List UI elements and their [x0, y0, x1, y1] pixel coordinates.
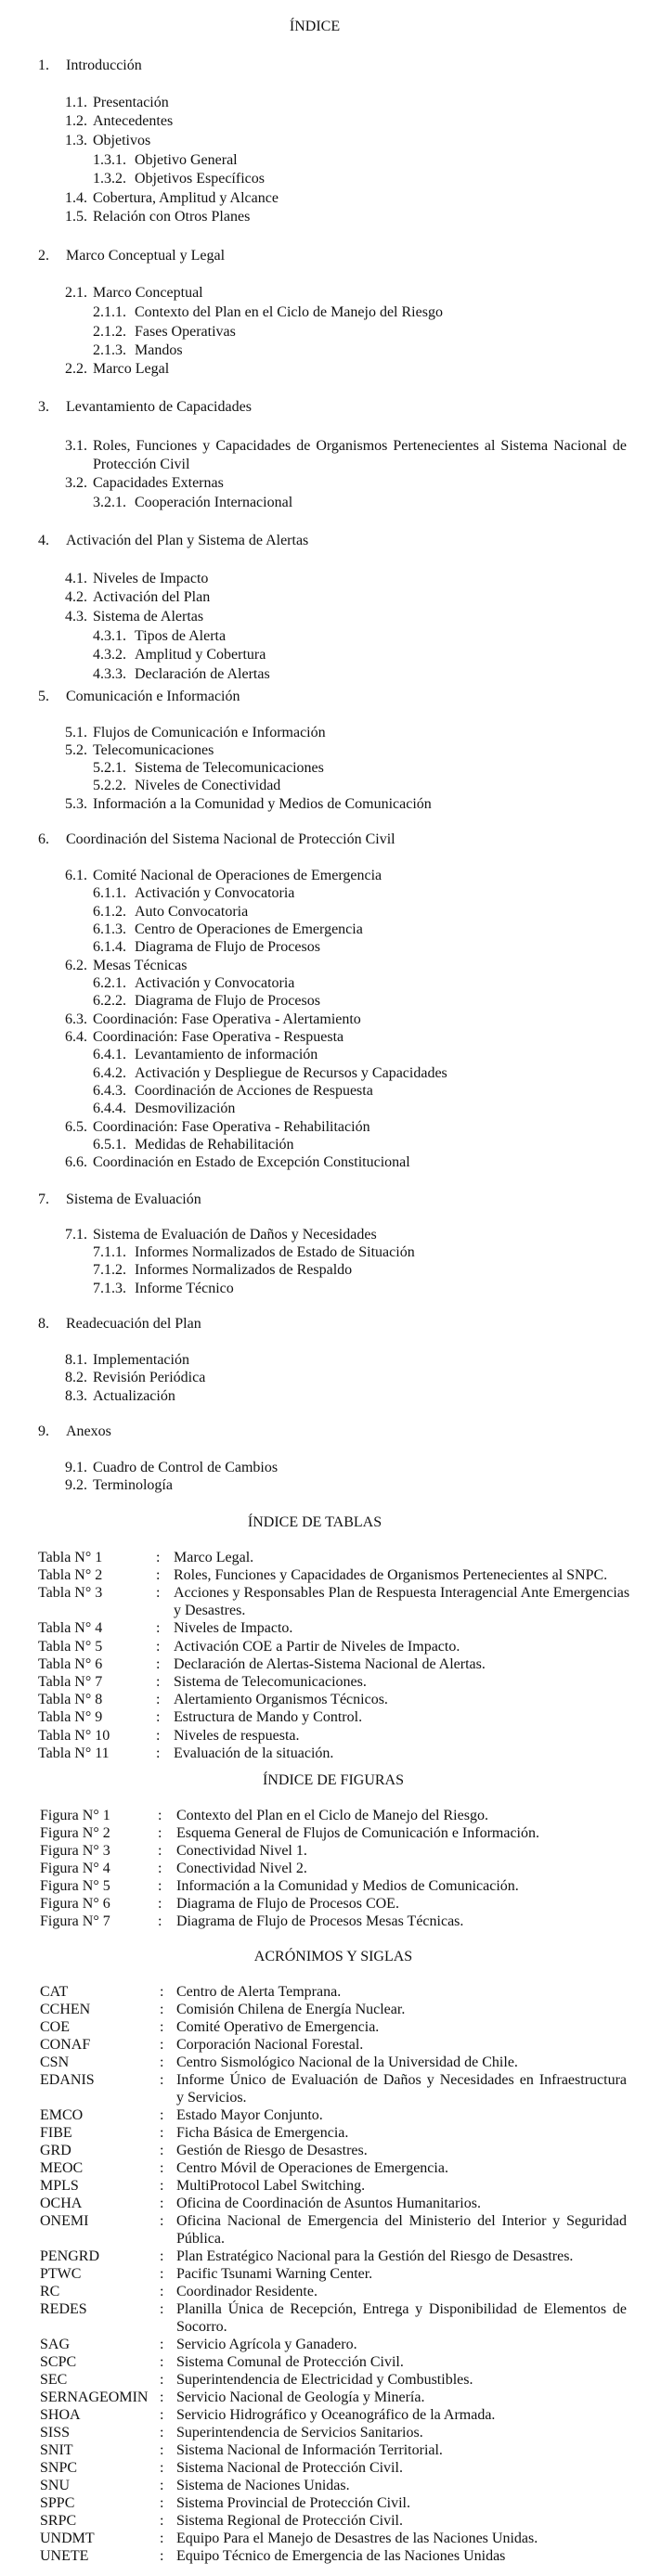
table-index-label: Tabla N° 9: [38, 1709, 103, 1726]
toc-section-number: 6.6.: [65, 1153, 87, 1170]
figure-index-label: Figura N° 6: [40, 1895, 110, 1912]
table-index-text: Alertamiento Organismos Técnicos.: [174, 1692, 388, 1708]
toc-subsection-number: 6.1.1.: [93, 884, 126, 901]
toc-subsection-title: Desmovilización: [135, 1100, 236, 1116]
toc-section-title: Revisión Periódica: [93, 1369, 206, 1385]
acronym-separator: :: [160, 2512, 164, 2529]
acronym-separator: :: [160, 2142, 164, 2158]
acronym-label: CSN: [40, 2054, 70, 2070]
acronym-text-continued: Socorro.: [176, 2318, 227, 2335]
table-index-separator: :: [156, 1566, 161, 1583]
toc-subsection-number: 2.1.3.: [93, 341, 126, 358]
toc-chapter-title: Marco Conceptual y Legal: [66, 247, 226, 264]
toc-subsection-number: 4.3.3.: [93, 665, 126, 682]
toc-section-title: Terminología: [93, 1476, 173, 1493]
acronym-text: Oficina Nacional de Emergencia del Ministerio del Interior y Seguridad: [176, 2212, 627, 2229]
toc-section-number: 1.4.: [65, 189, 87, 206]
acronym-separator: :: [160, 2018, 164, 2035]
toc-subsection-number: 2.1.2.: [93, 323, 126, 340]
toc-chapter-number: 3.: [38, 398, 49, 415]
acronym-separator: :: [160, 2353, 164, 2370]
toc-section-number: 1.3.: [65, 132, 87, 148]
toc-section-number: 8.2.: [65, 1369, 87, 1385]
toc-section-title: Objetivos: [93, 132, 151, 148]
toc-section-number: 3.1.: [65, 437, 87, 454]
table-index-text: Niveles de Impacto.: [174, 1620, 293, 1637]
acronym-text: Oficina de Coordinación de Asuntos Humanitarios.: [176, 2195, 481, 2211]
figure-index-text: Contexto del Plan en el Ciclo de Manejo del Riesgo.: [176, 1807, 488, 1823]
toc-section-number: 1.5.: [65, 208, 87, 225]
table-index-separator: :: [156, 1549, 161, 1565]
toc-subsection-title: Cooperación Internacional: [135, 494, 293, 510]
acronym-text: Centro Sismológico Nacional de la Universidad de Chile.: [176, 2054, 518, 2070]
acronym-label: EMCO: [40, 2106, 84, 2123]
toc-subsection-number: 6.4.1.: [93, 1046, 126, 1063]
table-index-separator: :: [156, 1584, 161, 1601]
toc-subsection-number: 6.2.1.: [93, 974, 126, 991]
toc-section-title: Implementación: [93, 1351, 189, 1368]
toc-subsection-number: 6.5.1.: [93, 1136, 126, 1153]
toc-section-number: 8.1.: [65, 1351, 87, 1368]
toc-section-title: Cobertura, Amplitud y Alcance: [93, 189, 279, 206]
table-index-text: Sistema de Telecomunicaciones.: [174, 1673, 367, 1690]
acronym-text: Sistema Comunal de Protección Civil.: [176, 2353, 404, 2370]
toc-section-number: 1.2.: [65, 112, 87, 129]
acronym-text: Sistema Provincial de Protección Civil.: [176, 2494, 410, 2511]
table-index-separator: :: [156, 1655, 161, 1672]
toc-section-number: 5.3.: [65, 795, 87, 812]
toc-chapter-number: 5.: [38, 688, 49, 704]
figure-index-label: Figura N° 4: [40, 1860, 110, 1876]
acronym-separator: :: [160, 2300, 164, 2317]
toc-subsection-number: 4.3.1.: [93, 627, 126, 644]
acronym-label: CCHEN: [40, 2001, 91, 2017]
acronym-label: SHOA: [40, 2406, 81, 2423]
toc-section-number: 2.1.: [65, 284, 87, 301]
toc-section-title: Presentación: [93, 94, 169, 110]
acronym-separator: :: [160, 2371, 164, 2388]
toc-section-number: 5.1.: [65, 724, 87, 741]
toc-section-number: 9.2.: [65, 1476, 87, 1493]
toc-subsection-title: Diagrama de Flujo de Procesos: [135, 992, 320, 1009]
table-index-text: Estructura de Mando y Control.: [174, 1709, 363, 1726]
toc-subsection-number: 6.4.4.: [93, 1100, 126, 1116]
toc-chapter-number: 2.: [38, 247, 49, 264]
toc-section-number: 6.4.: [65, 1028, 87, 1045]
toc-section-title: Marco Legal: [93, 360, 170, 377]
toc-title: ÍNDICE: [289, 18, 341, 34]
table-index-text: Acciones y Responsables Plan de Respuesta Interagencial Ante Emergencias: [174, 1584, 630, 1601]
figure-index-separator: :: [158, 1913, 162, 1929]
toc-subsection-title: Activación y Despliegue de Recursos y Capacidades: [135, 1064, 447, 1081]
toc-subsection-title: Diagrama de Flujo de Procesos: [135, 938, 320, 955]
toc-section-title: Coordinación: Fase Operativa - Respuesta: [93, 1028, 344, 1045]
toc-subsection-number: 6.1.4.: [93, 938, 126, 955]
acronym-text: Plan Estratégico Nacional para la Gestión del Riesgo de Desastres.: [176, 2248, 574, 2264]
figure-index-label: Figura N° 7: [40, 1913, 110, 1929]
acronym-label: SPPC: [40, 2494, 75, 2511]
toc-subsection-title: Tipos de Alerta: [135, 627, 227, 644]
figure-index-label: Figura N° 3: [40, 1842, 110, 1859]
toc-section-number: 7.1.: [65, 1226, 87, 1243]
figure-index-separator: :: [158, 1895, 162, 1912]
toc-chapter-title: Readecuación del Plan: [66, 1315, 201, 1332]
figure-index-separator: :: [158, 1824, 162, 1841]
toc-chapter-title: Levantamiento de Capacidades: [66, 398, 252, 415]
acronym-separator: :: [160, 2106, 164, 2123]
toc-subsection-title: Objetivo General: [135, 151, 238, 168]
acronym-label: RC: [40, 2283, 60, 2299]
table-index-text: Evaluación de la situación.: [174, 1745, 334, 1761]
acronym-label: SRPC: [40, 2512, 77, 2529]
acronym-separator: :: [160, 2424, 164, 2441]
figure-index-label: Figura N° 2: [40, 1824, 110, 1841]
toc-subsection-number: 6.1.3.: [93, 921, 126, 937]
acronym-separator: :: [160, 2406, 164, 2423]
toc-section-title: Antecedentes: [93, 112, 174, 129]
acronym-label: SNIT: [40, 2441, 73, 2458]
toc-chapter-number: 8.: [38, 1315, 49, 1332]
toc-chapter-number: 9.: [38, 1423, 49, 1439]
table-index-label: Tabla N° 8: [38, 1692, 103, 1708]
toc-section-title: Coordinación en Estado de Excepción Constitucional: [93, 1153, 410, 1170]
toc-subsection-number: 6.4.3.: [93, 1082, 126, 1099]
toc-chapter-title: Comunicación e Información: [66, 688, 240, 704]
acronym-text: Equipo Técnico de Emergencia de las Naciones Unidas: [176, 2547, 506, 2564]
toc-section-number: 8.3.: [65, 1387, 87, 1404]
toc-subsection-title: Levantamiento de información: [135, 1046, 318, 1063]
acronym-separator: :: [160, 2265, 164, 2282]
toc-section-title: Telecomunicaciones: [93, 741, 214, 758]
toc-subsection-title: Fases Operativas: [135, 323, 236, 340]
toc-subsection-title: Activación y Convocatoria: [135, 974, 295, 991]
acronym-separator: :: [160, 2547, 164, 2564]
acronym-text: Ficha Básica de Emergencia.: [176, 2124, 349, 2141]
acronym-label: FIBE: [40, 2124, 72, 2141]
acronym-text: Corporación Nacional Forestal.: [176, 2036, 364, 2053]
toc-subsection-title: Activación y Convocatoria: [135, 884, 295, 901]
table-index-label: Tabla N° 7: [38, 1673, 103, 1690]
toc-subsection-number: 7.1.3.: [93, 1280, 126, 1296]
table-index-separator: :: [156, 1638, 161, 1655]
toc-chapter-title: Activación del Plan y Sistema de Alertas: [66, 532, 309, 548]
toc-subsection-number: 3.2.1.: [93, 494, 126, 510]
table-index-label: Tabla N° 6: [38, 1655, 103, 1672]
acronym-text: Superintendencia de Electricidad y Combustibles.: [176, 2371, 473, 2388]
acronym-label: SERNAGEOMIN: [40, 2389, 149, 2405]
acronym-text: Pacific Tsunami Warning Center.: [176, 2265, 373, 2282]
acronym-text: Informe Único de Evaluación de Daños y Necesidades en Infraestructura: [176, 2071, 627, 2088]
acronym-text: Sistema Nacional de Información Territorial.: [176, 2441, 443, 2458]
acronym-label: EDANIS: [40, 2071, 95, 2088]
toc-subsection-title: Declaración de Alertas: [135, 665, 270, 682]
toc-section-title: Información a la Comunidad y Medios de Comunicación: [93, 795, 432, 812]
table-index-label: Tabla N° 11: [38, 1745, 110, 1761]
toc-section-title: Actualización: [93, 1387, 175, 1404]
acronym-text: Planilla Única de Recepción, Entrega y Disponibilidad de Elementos de: [176, 2300, 627, 2317]
figure-index-label: Figura N° 5: [40, 1877, 110, 1894]
table-index-separator: :: [156, 1620, 161, 1637]
acronym-title: ACRÓNIMOS Y SIGLAS: [253, 1948, 413, 1964]
acronym-text: Comisión Chilena de Energía Nuclear.: [176, 2001, 406, 2017]
toc-section-title: Mesas Técnicas: [93, 957, 188, 973]
toc-subsection-title: Sistema de Telecomunicaciones: [135, 759, 324, 776]
acronym-separator: :: [160, 2530, 164, 2546]
acronym-text: Servicio Agrícola y Ganadero.: [176, 2336, 357, 2352]
acronym-text-continued: Pública.: [176, 2230, 225, 2247]
table-index-label: Tabla N° 2: [38, 1566, 103, 1583]
figure-index-title: ÍNDICE DE FIGURAS: [263, 1771, 404, 1788]
acronym-separator: :: [160, 2336, 164, 2352]
figure-index-separator: :: [158, 1842, 162, 1859]
toc-subsection-title: Informe Técnico: [135, 1280, 234, 1296]
toc-section-number: 6.3.: [65, 1011, 87, 1027]
figure-index-text: Esquema General de Flujos de Comunicación e Información.: [176, 1824, 539, 1841]
acronym-separator: :: [160, 2248, 164, 2264]
acronym-label: CAT: [40, 1983, 69, 2000]
acronym-label: PENGRD: [40, 2248, 100, 2264]
table-index-separator: :: [156, 1709, 161, 1726]
toc-subsection-title: Coordinación de Acciones de Respuesta: [135, 1082, 373, 1099]
toc-section-number: 6.5.: [65, 1118, 87, 1135]
toc-subsection-title: Informes Normalizados de Estado de Situación: [135, 1243, 415, 1260]
toc-subsection-title: Mandos: [135, 341, 183, 358]
table-index-text: Marco Legal.: [174, 1549, 254, 1565]
toc-chapter-title: Sistema de Evaluación: [66, 1191, 201, 1207]
toc-subsection-title: Amplitud y Cobertura: [135, 646, 266, 663]
acronym-separator: :: [160, 2441, 164, 2458]
table-index-label: Tabla N° 4: [38, 1620, 103, 1637]
toc-subsection-title: Niveles de Conectividad: [135, 777, 281, 793]
acronym-separator: :: [160, 2071, 164, 2088]
toc-section-title: Flujos de Comunicación e Información: [93, 724, 326, 741]
acronym-label: COE: [40, 2018, 70, 2035]
acronym-separator: :: [160, 2124, 164, 2141]
table-index-separator: :: [156, 1727, 161, 1744]
toc-subsection-title: Objetivos Específicos: [135, 170, 265, 187]
table-index-separator: :: [156, 1673, 161, 1690]
acronym-label: PTWC: [40, 2265, 82, 2282]
acronym-separator: :: [160, 2195, 164, 2211]
toc-chapter-number: 7.: [38, 1191, 49, 1207]
acronym-text: Superintendencia de Servicios Sanitarios.: [176, 2424, 423, 2441]
toc-section-title: Cuadro de Control de Cambios: [93, 1459, 279, 1475]
toc-section-title: Relación con Otros Planes: [93, 208, 251, 225]
toc-section-title: Coordinación: Fase Operativa - Alertamiento: [93, 1011, 361, 1027]
toc-subsection-number: 6.4.2.: [93, 1064, 126, 1081]
figure-index-text: Diagrama de Flujo de Procesos Mesas Técnicas.: [176, 1913, 464, 1929]
acronym-label: MEOC: [40, 2159, 84, 2176]
acronym-label: SAG: [40, 2336, 71, 2352]
figure-index-text: Conectividad Nivel 1.: [176, 1842, 307, 1859]
table-index-label: Tabla N° 5: [38, 1638, 103, 1655]
toc-chapter-number: 6.: [38, 831, 49, 847]
toc-section-number: 4.3.: [65, 608, 87, 625]
acronym-label: SNU: [40, 2477, 71, 2493]
acronym-text: Centro Móvil de Operaciones de Emergencia.: [176, 2159, 448, 2176]
acronym-label: REDES: [40, 2300, 87, 2317]
acronym-label: OCHA: [40, 2195, 83, 2211]
toc-subsection-number: 1.3.2.: [93, 170, 126, 187]
table-index-title: ÍNDICE DE TABLAS: [247, 1513, 382, 1530]
toc-section-number: 1.1.: [65, 94, 87, 110]
figure-index-label: Figura N° 1: [40, 1807, 110, 1823]
toc-section-title: Activación del Plan: [93, 588, 211, 605]
toc-subsection-title: Medidas de Rehabilitación: [135, 1136, 294, 1153]
toc-subsection-number: 5.2.2.: [93, 777, 126, 793]
toc-section-number: 6.1.: [65, 867, 87, 883]
toc-section-title: Sistema de Evaluación de Daños y Necesidades: [93, 1226, 377, 1243]
acronym-text: Gestión de Riesgo de Desastres.: [176, 2142, 368, 2158]
acronym-separator: :: [160, 2001, 164, 2017]
figure-index-separator: :: [158, 1860, 162, 1876]
acronym-label: UNETE: [40, 2547, 89, 2564]
acronym-separator: :: [160, 2036, 164, 2053]
acronym-separator: :: [160, 2159, 164, 2176]
toc-chapter-number: 1.: [38, 57, 49, 73]
toc-subsection-number: 1.3.1.: [93, 151, 126, 168]
acronym-separator: :: [160, 2389, 164, 2405]
table-index-text-continued: y Desastres.: [174, 1603, 246, 1619]
table-index-text: Roles, Funciones y Capacidades de Organismos Pertenecientes al SNPC.: [174, 1566, 608, 1583]
acronym-separator: :: [160, 2212, 164, 2229]
table-index-text: Declaración de Alertas-Sistema Nacional de Alertas.: [174, 1655, 486, 1672]
table-index-separator: :: [156, 1692, 161, 1708]
toc-chapter-title: Anexos: [66, 1423, 111, 1439]
acronym-label: UNDMT: [40, 2530, 95, 2546]
acronym-separator: :: [160, 2494, 164, 2511]
table-index-text: Niveles de respuesta.: [174, 1727, 300, 1744]
figure-index-separator: :: [158, 1877, 162, 1894]
acronym-text: Sistema Regional de Protección Civil.: [176, 2512, 403, 2529]
figure-index-text: Conectividad Nivel 2.: [176, 1860, 307, 1876]
acronym-separator: :: [160, 2054, 164, 2070]
table-index-label: Tabla N° 3: [38, 1584, 103, 1601]
figure-index-separator: :: [158, 1807, 162, 1823]
toc-section-title: Roles, Funciones y Capacidades de Organismos Pertenecientes al Sistema Nacional de: [93, 437, 627, 454]
acronym-label: CONAF: [40, 2036, 91, 2053]
toc-subsection-title: Informes Normalizados de Respaldo: [135, 1261, 353, 1278]
acronym-label: GRD: [40, 2142, 71, 2158]
table-index-label: Tabla N° 10: [38, 1727, 110, 1744]
toc-subsection-title: Auto Convocatoria: [135, 903, 249, 920]
table-index-label: Tabla N° 1: [38, 1549, 103, 1565]
toc-section-title: Niveles de Impacto: [93, 570, 209, 586]
acronym-separator: :: [160, 2283, 164, 2299]
acronym-text: Sistema de Naciones Unidas.: [176, 2477, 350, 2493]
toc-section-number: 4.1.: [65, 570, 87, 586]
toc-subsection-title: Contexto del Plan en el Ciclo de Manejo del Riesgo: [135, 303, 443, 320]
table-index-separator: :: [156, 1745, 161, 1761]
toc-section-title-continued: Protección Civil: [93, 456, 190, 472]
toc-section-number: 2.2.: [65, 360, 87, 377]
toc-section-title: Capacidades Externas: [93, 474, 224, 491]
toc-subsection-number: 5.2.1.: [93, 759, 126, 776]
toc-section-title: Sistema de Alertas: [93, 608, 204, 625]
acronym-text: Comité Operativo de Emergencia.: [176, 2018, 380, 2035]
acronym-text: Equipo Para el Manejo de Desastres de las Naciones Unidas.: [176, 2530, 538, 2546]
toc-section-number: 6.2.: [65, 957, 87, 973]
toc-chapter-number: 4.: [38, 532, 49, 548]
acronym-separator: :: [160, 2459, 164, 2476]
acronym-label: ONEMI: [40, 2212, 89, 2229]
acronym-text-continued: y Servicios.: [176, 2089, 247, 2106]
acronym-text: Estado Mayor Conjunto.: [176, 2106, 323, 2123]
acronym-label: SEC: [40, 2371, 68, 2388]
acronym-separator: :: [160, 1983, 164, 2000]
toc-subsection-number: 4.3.2.: [93, 646, 126, 663]
toc-section-number: 9.1.: [65, 1459, 87, 1475]
figure-index-text: Diagrama de Flujo de Procesos COE.: [176, 1895, 399, 1912]
toc-section-title: Coordinación: Fase Operativa - Rehabilitación: [93, 1118, 370, 1135]
table-index-text: Activación COE a Partir de Niveles de Impacto.: [174, 1638, 460, 1655]
acronym-text: Sistema Nacional de Protección Civil.: [176, 2459, 403, 2476]
toc-subsection-number: 2.1.1.: [93, 303, 126, 320]
toc-section-number: 5.2.: [65, 741, 87, 758]
toc-section-title: Marco Conceptual: [93, 284, 203, 301]
acronym-text: MultiProtocol Label Switching.: [176, 2177, 366, 2194]
acronym-separator: :: [160, 2477, 164, 2493]
toc-subsection-number: 7.1.1.: [93, 1243, 126, 1260]
toc-subsection-title: Centro de Operaciones de Emergencia: [135, 921, 363, 937]
acronym-label: SNPC: [40, 2459, 78, 2476]
acronym-label: SISS: [40, 2424, 71, 2441]
toc-chapter-title: Coordinación del Sistema Nacional de Protección Civil: [66, 831, 395, 847]
acronym-text: Servicio Nacional de Geología y Minería.: [176, 2389, 425, 2405]
figure-index-text: Información a la Comunidad y Medios de Comunicación.: [176, 1877, 519, 1894]
toc-section-number: 3.2.: [65, 474, 87, 491]
toc-chapter-title: Introducción: [66, 57, 142, 73]
toc-subsection-number: 6.1.2.: [93, 903, 126, 920]
toc-subsection-number: 6.2.2.: [93, 992, 126, 1009]
acronym-text: Coordinador Residente.: [176, 2283, 318, 2299]
toc-section-title: Comité Nacional de Operaciones de Emergencia: [93, 867, 382, 883]
acronym-text: Centro de Alerta Temprana.: [176, 1983, 342, 2000]
toc-subsection-number: 7.1.2.: [93, 1261, 126, 1278]
acronym-separator: :: [160, 2177, 164, 2194]
acronym-text: Servicio Hidrográfico y Oceanográfico de la Armada.: [176, 2406, 496, 2423]
acronym-label: SCPC: [40, 2353, 77, 2370]
acronym-label: MPLS: [40, 2177, 79, 2194]
toc-section-number: 4.2.: [65, 588, 87, 605]
